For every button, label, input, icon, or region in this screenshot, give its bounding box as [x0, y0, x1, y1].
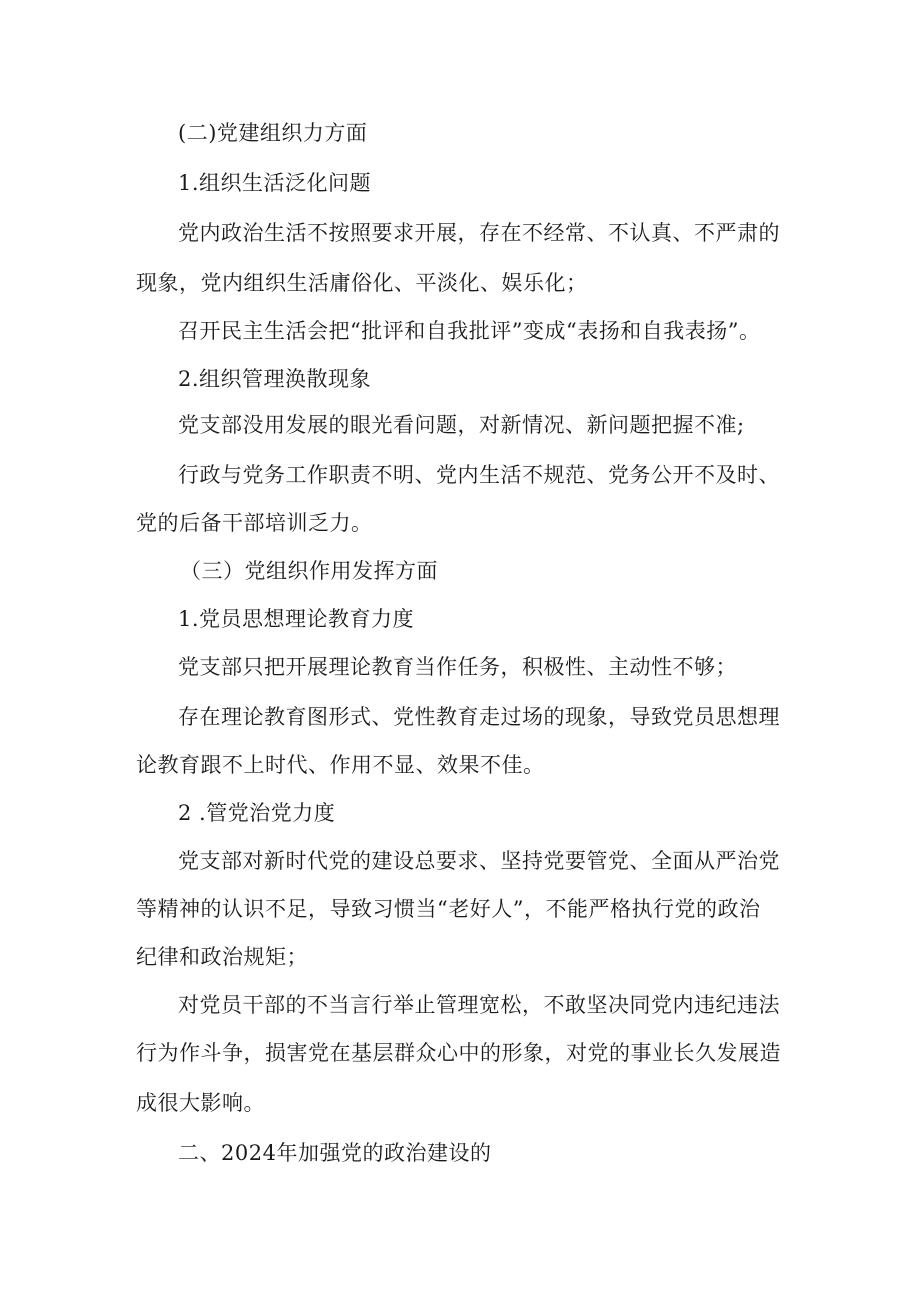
subheading-organization-management: 2.组织管理涣散现象: [178, 367, 372, 391]
paragraph-line: 存在理论教育图形式、党性教育走过场的现象，导致党员思想理: [178, 705, 780, 729]
paragraph-line: 行为作斗争，损害党在基层群众心中的形象，对党的事业长久发展造: [136, 1041, 781, 1065]
paragraph-line: 等精神的认识不足，导致习惯当“老好人”，不能严格执行党的政治: [136, 897, 761, 921]
section-heading-2024: 二、2024年加强党的政治建设的: [178, 1141, 492, 1165]
paragraph-line: 论教育跟不上时代、作用不显、效果不佳。: [136, 753, 545, 777]
paragraph-line: 党的后备干部培训乏力。: [136, 511, 373, 535]
paragraph-line: 纪律和政治规矩；: [136, 945, 308, 969]
paragraph-line: 党支部对新时代党的建设总要求、坚持党要管党、全面从严治党: [178, 849, 780, 873]
paragraph-line: 召开民主生活会把“批评和自我批评”变成“表扬和自我表扬”。: [178, 319, 761, 343]
section-heading-party-organization: (二)党建组织力方面: [178, 121, 368, 145]
paragraph-line: 党支部只把开展理论教育当作任务，积极性、主动性不够；: [178, 655, 737, 679]
paragraph-line: 现象，党内组织生活庸俗化、平淡化、娱乐化；: [136, 271, 588, 295]
subheading-organization-life: 1.组织生活泛化问题: [178, 171, 372, 195]
paragraph-line: 党支部没用发展的眼光看问题，对新情况、新问题把握不准;: [178, 413, 745, 437]
subheading-theory-education: 1.党员思想理论教育力度: [178, 607, 415, 631]
section-heading-organization-role: （三）党组织作用发挥方面: [180, 559, 438, 583]
subheading-party-governance: 2 .管党治党力度: [178, 801, 336, 825]
paragraph-line: 对党员干部的不当言行举止管理宽松，不敢坚决同党内违纪违法: [178, 993, 780, 1017]
paragraph-line: 行政与党务工作职责不明、党内生活不规范、党务公开不及时、: [178, 463, 780, 487]
paragraph-line: 成很大影响。: [136, 1091, 265, 1115]
paragraph-line: 党内政治生活不按照要求开展，存在不经常、不认真、不严肃的: [178, 221, 780, 245]
